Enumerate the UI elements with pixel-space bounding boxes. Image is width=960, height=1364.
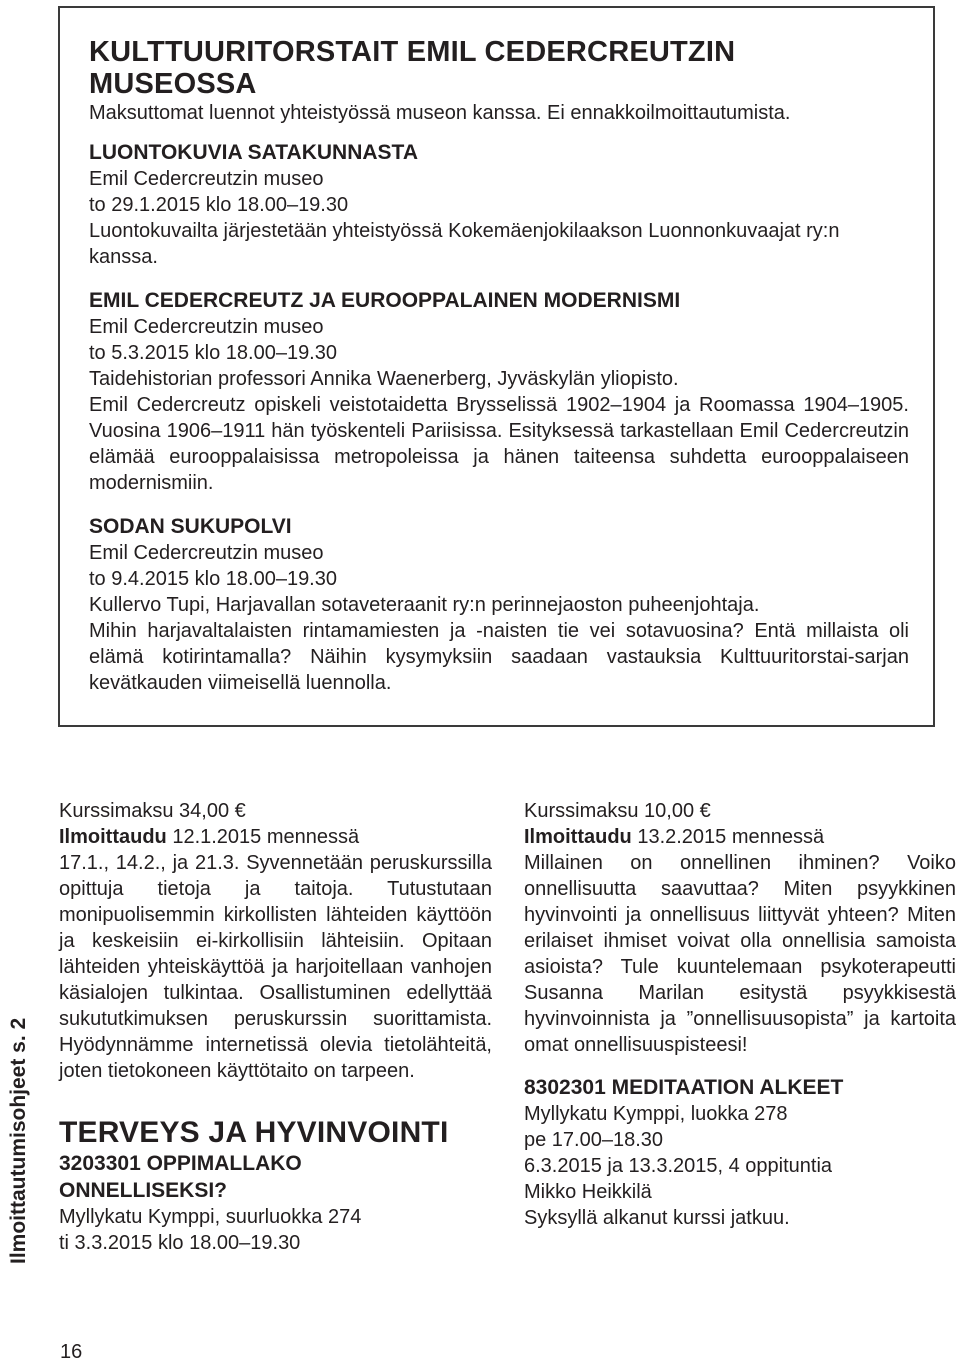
register-date: 12.1.2015 mennessä: [166, 826, 360, 848]
event-1-description: Luontokuvailta järjestetään yhteistyössä Kokemäenjokilaakson Luonnonkuvaajat ry:n kanssa.: [89, 220, 840, 268]
event-3-venue: Emil Cedercreutzin museo: [89, 542, 324, 564]
course-title-line-2: ONNELLISEKSI?: [59, 1179, 228, 1202]
register-label: Ilmoittaudu: [524, 826, 632, 848]
event-3-heading: SODAN SUKUPOLVI: [89, 515, 292, 538]
course-time: pe 17.00–18.30: [524, 1129, 664, 1151]
course-location: Myllykatu Kymppi, suurluokka 274: [59, 1206, 362, 1228]
event-2-speaker: Taidehistorian professori Annika Waenerberg, Jyväskylän yliopisto.: [89, 368, 679, 390]
box-subtitle: Maksuttomat luennot yhteistyössä museon kanssa. Ei ennakkoilmoittautumista.: [89, 102, 791, 124]
course-teacher: Mikko Heikkilä: [524, 1181, 652, 1203]
left-column: [59, 798, 492, 1256]
event-2: [89, 287, 909, 496]
page-number: 16: [60, 1341, 83, 1363]
course-location: Myllykatu Kymppi, luokka 278: [524, 1103, 788, 1125]
event-1: [89, 139, 909, 270]
course-fee: Kurssimaksu 34,00 €: [59, 800, 246, 822]
lecture-series-content: [89, 36, 909, 713]
box-title: KULTTUURITORSTAIT EMIL CEDERCREUTZIN MUSEOSSA: [89, 36, 736, 100]
event-3: [89, 513, 909, 696]
course-time: ti 3.3.2015 klo 18.00–19.30: [59, 1232, 301, 1254]
lecture-series-box: [58, 6, 935, 727]
course-fee: Kurssimaksu 10,00 €: [524, 800, 711, 822]
register-label: Ilmoittaudu: [59, 826, 167, 848]
event-3-time: to 9.4.2015 klo 18.00–19.30: [89, 568, 337, 590]
course-note: Syksyllä alkanut kurssi jatkuu.: [524, 1207, 790, 1229]
course-description: Millainen on onnellinen ihminen? Voiko onnellisuutta saavuttaa? Miten psyykkinen hyvinvointi ja onnellisuus liittyvät yhteen? Miten erilaiset ihmiset voivat olla onnellisia samoista asioista? Tule kuuntelemaan psykoterapeutti Susanna Marilan esitystä psyykkisestä hyvinvoinnista ja ”onnellisuusopista” ja kartoita omat onnellisuuspisteesi!: [524, 852, 956, 1056]
registration-line: [524, 824, 956, 850]
event-1-venue: Emil Cedercreutzin museo: [89, 168, 324, 190]
course-title-line-1: 3203301 OPPIMALLAKO: [59, 1152, 302, 1175]
section-heading: TERVEYS JA HYVINVOINTI: [59, 1116, 449, 1149]
event-1-time: to 29.1.2015 klo 18.00–19.30: [89, 194, 349, 216]
event-2-description: Emil Cedercreutz opiskeli veistotaidetta Brysselissä 1902–1904 ja Roomassa 1904–1905. Vuosina 1906–1911 hän työskenteli Pariisissa. Esityksessä tarkastellaan Emil Cedercreutzin elämää eurooppalaisissa metropoleissa ja hänen taiteensa suhdetta eurooppalaiseen modernismiin.: [89, 394, 909, 494]
register-date: 13.2.2015 mennessä: [631, 826, 825, 848]
event-2-venue: Emil Cedercreutzin museo: [89, 316, 324, 338]
event-2-time: to 5.3.2015 klo 18.00–19.30: [89, 342, 337, 364]
event-3-description: Mihin harjavaltalaisten rintamamiesten ja -naisten tie vei sotavuosina? Entä millaista oli elämä kotirintamalla? Näihin kysymyksiin saadaan vastauksia Kulttuuritorstai-sarjan kevätkauden viimeisellä luennolla.: [89, 620, 909, 694]
registration-line: [59, 824, 492, 850]
event-3-speaker: Kullervo Tupi, Harjavallan sotaveteraanit ry:n perinnejaoston puheenjohtaja.: [89, 594, 760, 616]
event-2-heading: EMIL CEDERCREUTZ JA EUROOPPALAINEN MODERNISMI: [89, 289, 681, 312]
course-dates: 6.3.2015 ja 13.3.2015, 4 oppituntia: [524, 1155, 833, 1177]
course-heading: 8302301 MEDITAATION ALKEET: [524, 1076, 844, 1099]
side-registration-label: Ilmoittautumisohjeet s. 2: [7, 1017, 30, 1264]
course-description: 17.1., 14.2., ja 21.3. Syvennetään peruskurssilla opittuja tietoja ja taitoja. Tutustutaan monipuolisemmin kirkollisten lähteiden käyttöön ja keskeisiin ei-kirkollisiin lähteisiin. Opitaan lähteiden yhteiskäyttöä ja harjoitellaan vanhojen käsialojen tulkintaa. Osallistuminen edellyttää sukututkimuksen peruskurssin suorittamista. Hyödynnämme internetissä olevia tietolähteitä, joten tietokoneen käyttötaito on tarpeen.: [59, 852, 492, 1082]
event-1-heading: LUONTOKUVIA SATAKUNNASTA: [89, 141, 418, 164]
right-column: [524, 798, 956, 1231]
